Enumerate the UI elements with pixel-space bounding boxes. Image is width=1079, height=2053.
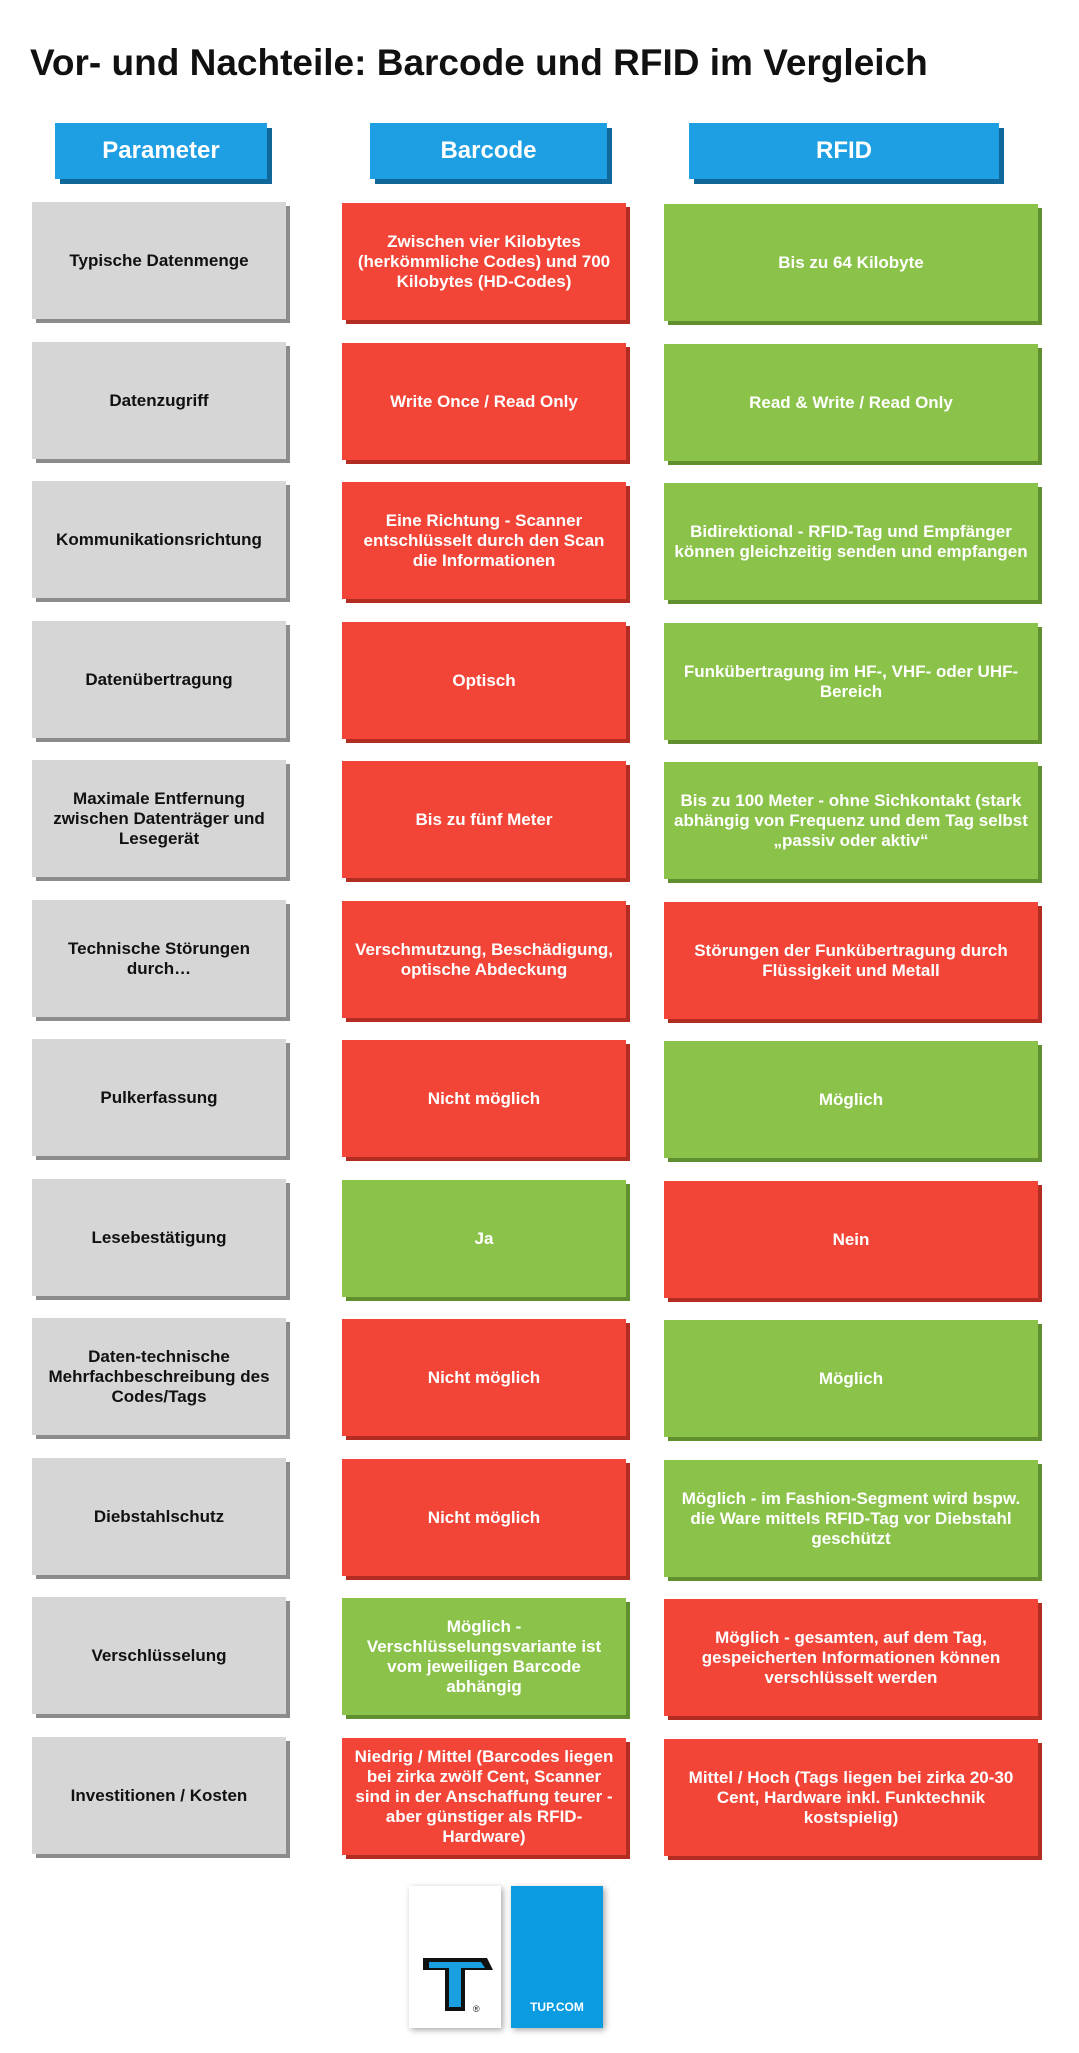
rfid-cell: Bis zu 64 Kilobyte bbox=[664, 204, 1038, 321]
page-title: Vor- und Nachteile: Barcode und RFID im Vergleich bbox=[30, 42, 928, 83]
parameter-cell: Daten-technische Mehrfachbeschreibung des Codes/Tags bbox=[32, 1318, 286, 1435]
parameter-cell: Investitionen / Kosten bbox=[32, 1737, 286, 1854]
parameter-cell: Typische Datenmenge bbox=[32, 202, 286, 319]
parameter-cell: Datenübertragung bbox=[32, 621, 286, 738]
barcode-cell: Optisch bbox=[342, 622, 626, 739]
parameter-cell: Lesebestätigung bbox=[32, 1179, 286, 1296]
parameter-cell: Datenzugriff bbox=[32, 342, 286, 459]
parameter-cell: Maximale Entfernung zwischen Datenträger und Lesegerät bbox=[32, 760, 286, 877]
parameter-cell: Verschlüsselung bbox=[32, 1597, 286, 1714]
registered-mark: ® bbox=[473, 2004, 480, 2014]
barcode-cell: Niedrig / Mittel (Barcodes liegen bei zirka zwölf Cent, Scanner sind in der Anschaffung teurer - aber günstiger als RFID-Hardware) bbox=[342, 1738, 626, 1855]
parameter-cell: Pulkerfassung bbox=[32, 1039, 286, 1156]
barcode-cell: Zwischen vier Kilobytes (herkömmliche Codes) und 700 Kilobytes (HD-Codes) bbox=[342, 203, 626, 320]
rfid-cell: Möglich bbox=[664, 1041, 1038, 1158]
rfid-cell: Möglich - im Fashion-Segment wird bspw. die Ware mittels RFID-Tag vor Diebstahl geschützt bbox=[664, 1460, 1038, 1577]
barcode-cell: Ja bbox=[342, 1180, 626, 1297]
parameter-cell: Diebstahlschutz bbox=[32, 1458, 286, 1575]
logo-site-box bbox=[511, 1886, 603, 2028]
barcode-cell: Bis zu fünf Meter bbox=[342, 761, 626, 878]
logo-mark bbox=[409, 1886, 501, 2028]
rfid-cell: Nein bbox=[664, 1181, 1038, 1298]
barcode-cell: Write Once / Read Only bbox=[342, 343, 626, 460]
header-rfid: RFID bbox=[689, 123, 999, 179]
barcode-cell: Eine Richtung - Scanner entschlüsselt durch den Scan die Informationen bbox=[342, 482, 626, 599]
rfid-cell: Bidirektional - RFID-Tag und Empfänger können gleichzeitig senden und empfangen bbox=[664, 483, 1038, 600]
header-barcode: Barcode bbox=[370, 123, 607, 179]
rfid-cell: Mittel / Hoch (Tags liegen bei zirka 20-30 Cent, Hardware inkl. Funktechnik kostspielig) bbox=[664, 1739, 1038, 1856]
header-parameter: Parameter bbox=[55, 123, 267, 179]
barcode-cell: Nicht möglich bbox=[342, 1459, 626, 1576]
logo-site-text: TUP.COM bbox=[530, 2000, 584, 2014]
parameter-cell: Kommunikationsrichtung bbox=[32, 481, 286, 598]
barcode-cell: Nicht möglich bbox=[342, 1040, 626, 1157]
rfid-cell: Read & Write / Read Only bbox=[664, 344, 1038, 461]
barcode-cell: Nicht möglich bbox=[342, 1319, 626, 1436]
rfid-cell: Möglich bbox=[664, 1320, 1038, 1437]
barcode-cell: Verschmutzung, Beschädigung, optische Abdeckung bbox=[342, 901, 626, 1018]
barcode-cell: Möglich - Verschlüsselungsvariante ist vom jeweiligen Barcode abhängig bbox=[342, 1598, 626, 1715]
rfid-cell: Funkübertragung im HF-, VHF- oder UHF-Bereich bbox=[664, 623, 1038, 740]
tup-logo-icon bbox=[409, 1886, 501, 2028]
rfid-cell: Störungen der Funkübertragung durch Flüssigkeit und Metall bbox=[664, 902, 1038, 1019]
rfid-cell: Bis zu 100 Meter - ohne Sichkontakt (stark abhängig von Frequenz und dem Tag selbst „passiv oder aktiv“ bbox=[664, 762, 1038, 879]
rfid-cell: Möglich - gesamten, auf dem Tag, gespeicherten Informationen können verschlüsselt werden bbox=[664, 1599, 1038, 1716]
parameter-cell: Technische Störungen durch… bbox=[32, 900, 286, 1017]
